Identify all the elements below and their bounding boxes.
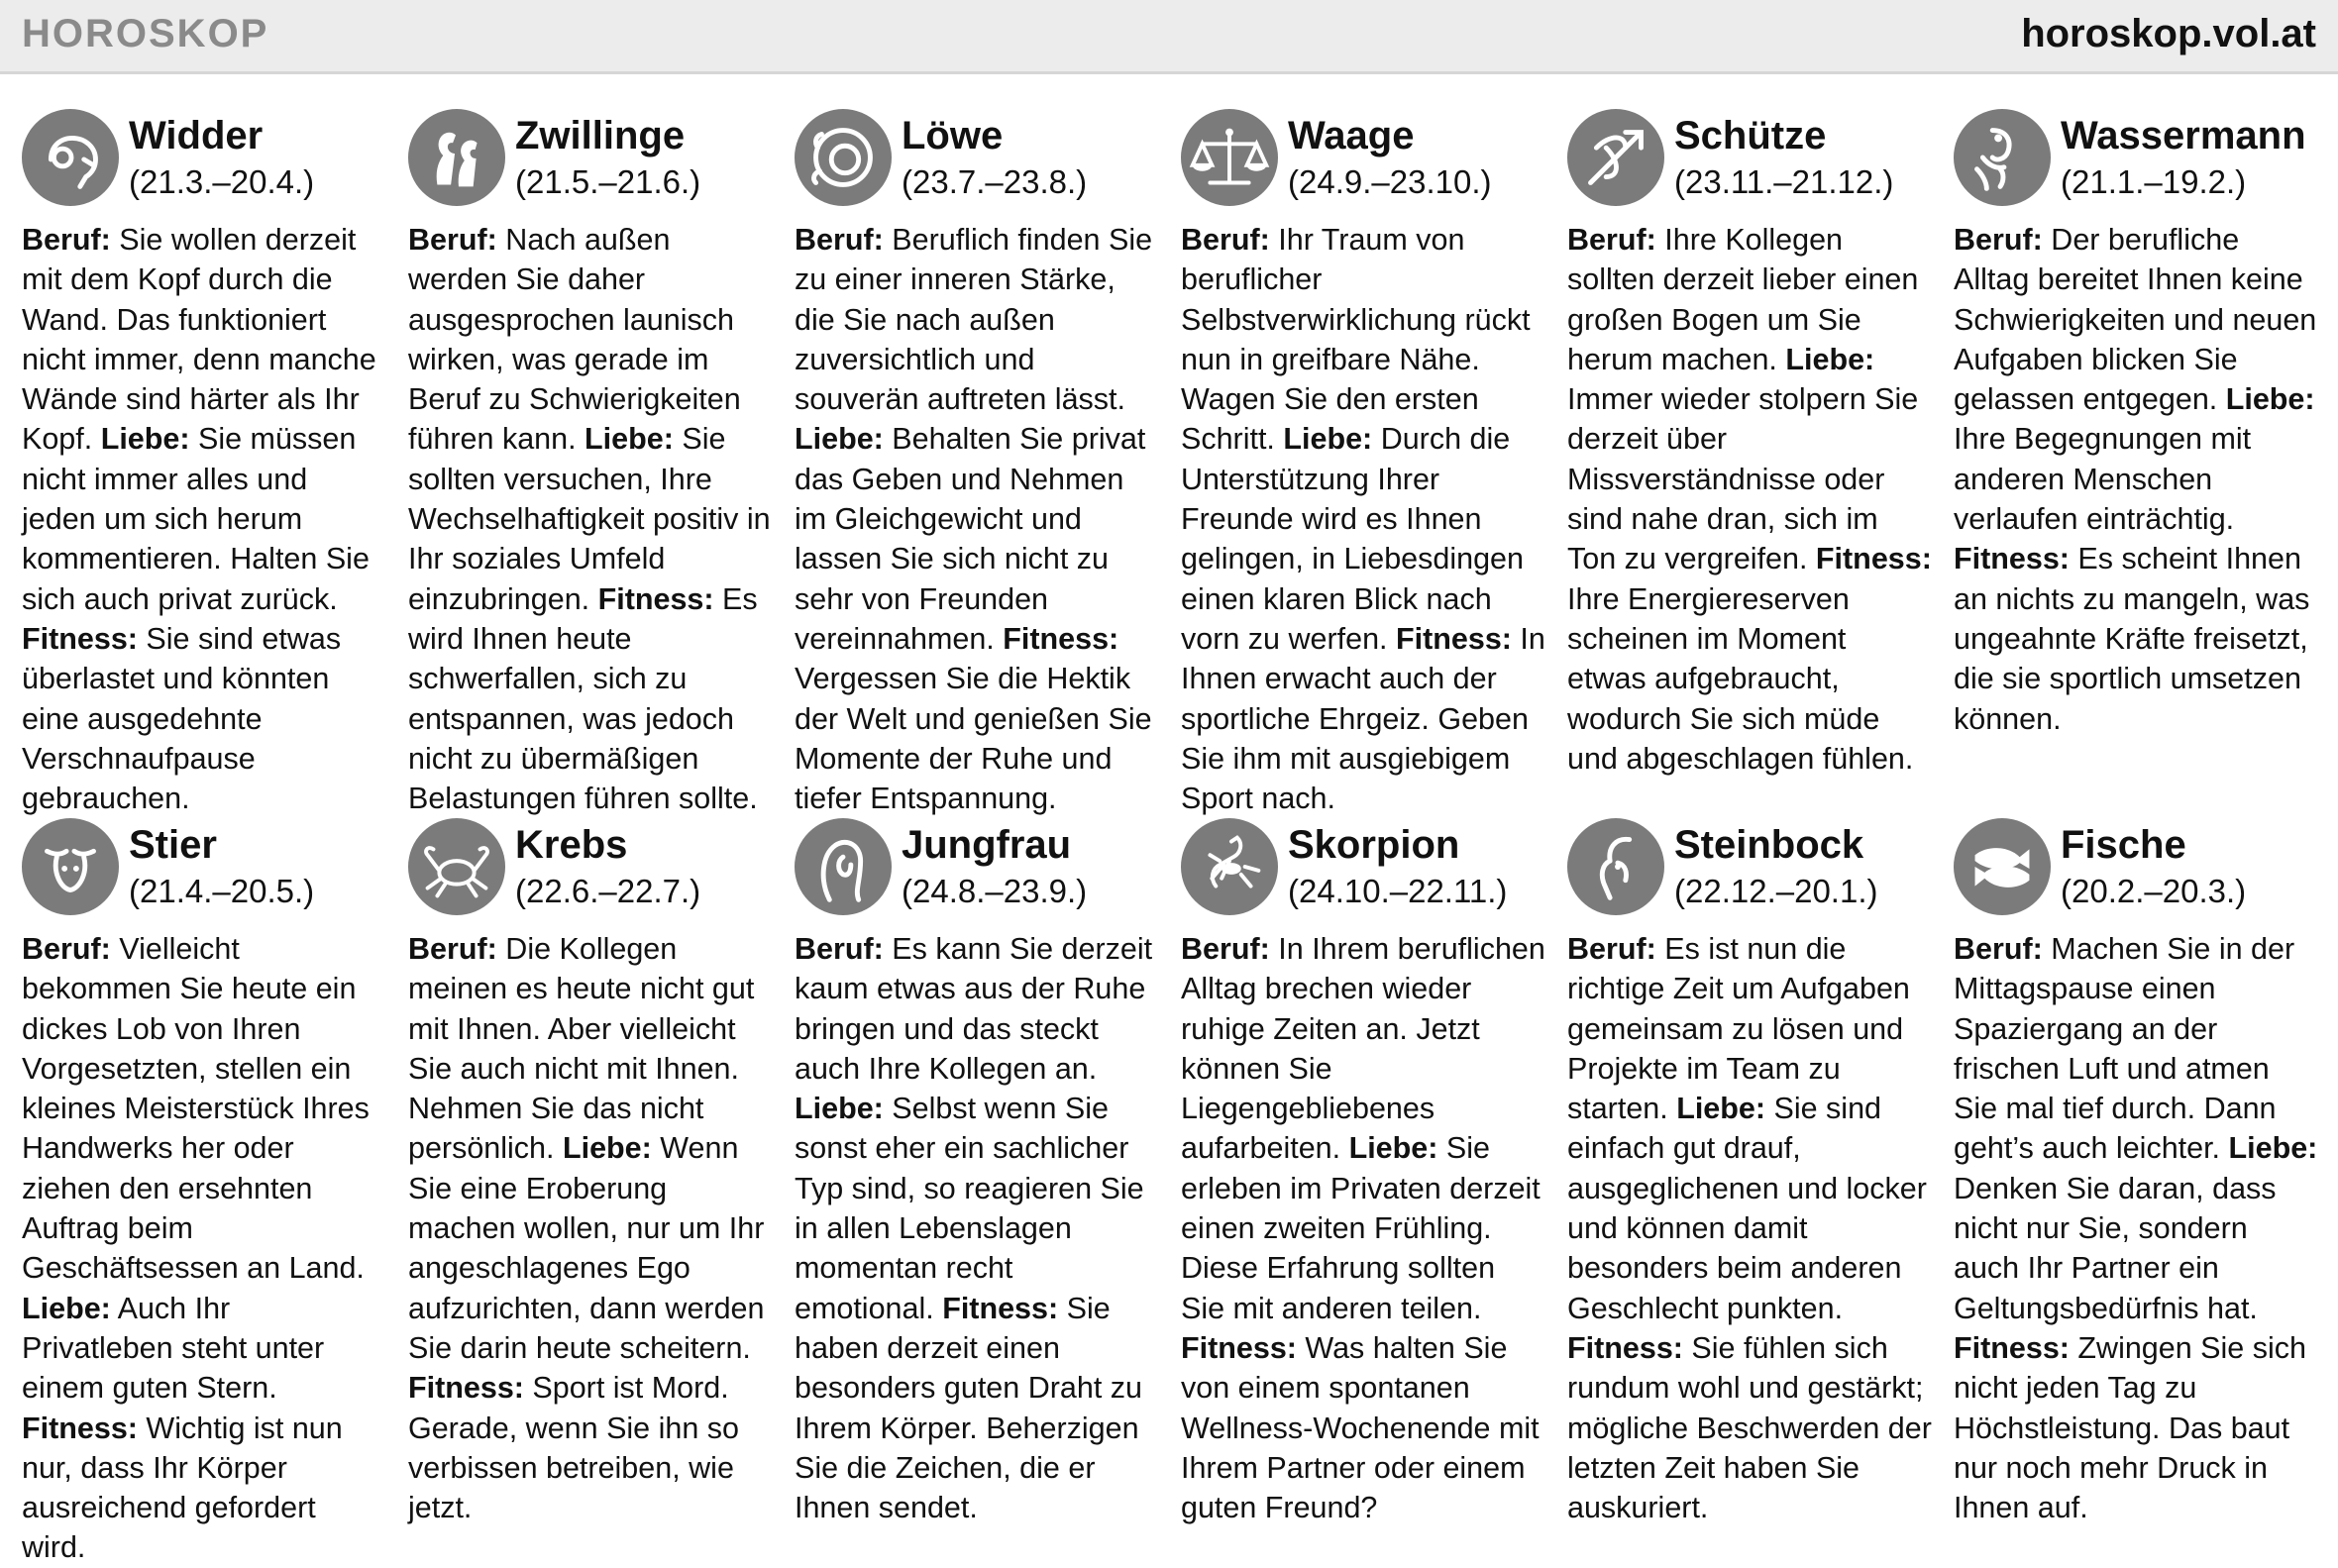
sign-stier	[22, 818, 386, 1565]
sign-fische	[1954, 818, 2318, 1525]
liebe-label: Liebe:	[2225, 382, 2315, 417]
liebe-label: Liebe:	[1676, 1092, 1766, 1126]
fitness-text: In Ihnen erwacht auch der sportliche Ehrgeiz. Geben Sie ihm mit ausgiebigem Sport nach.	[1181, 621, 1545, 816]
beruf-label: Beruf:	[22, 932, 111, 966]
beruf-text: Ihre Kollegen sollten derzeit lieber einen großen Bogen um Sie herum machen.	[1567, 223, 1919, 376]
fitness-label: Fitness:	[1954, 1330, 2070, 1365]
water-bearer-icon	[1954, 109, 2051, 206]
fitness-text: Sport ist Mord. Gerade, wenn Sie ihn so verbissen betreiben, wie jetzt.	[408, 1371, 740, 1525]
ibex-icon	[1567, 818, 1664, 915]
sign-name: Waage	[1288, 114, 1415, 157]
sign-name: Krebs	[515, 823, 628, 867]
liebe-text: Sie erleben im Privaten derzeit einen zweiten Frühling. Diese Erfahrung sollten Sie mit anderen teilen.	[1181, 1131, 1541, 1325]
twins-icon	[408, 109, 505, 206]
beruf-label: Beruf:	[795, 932, 884, 966]
sign-text	[22, 929, 386, 1568]
sign-dates: (20.2.–20.3.)	[2061, 873, 2247, 909]
sign-header	[22, 109, 386, 220]
fitness-label: Fitness:	[597, 581, 714, 616]
sign-name: Schütze	[1674, 114, 1827, 157]
horoscope-grid	[22, 109, 2320, 1565]
beruf-text: Es kann Sie derzeit kaum etwas aus der Ruhe bringen und das steckt auch Ihre Kollegen an.	[795, 932, 1153, 1086]
fitness-text: Was halten Sie von einem spontanen Wellness-Wochenende mit Ihrem Partner oder einem guten Freund?	[1181, 1330, 1540, 1525]
sign-header	[1954, 109, 2318, 220]
fitness-label: Fitness:	[1003, 621, 1119, 656]
sign-loewe	[795, 109, 1159, 818]
ram-icon	[22, 109, 119, 206]
beruf-label: Beruf:	[1954, 932, 2043, 966]
sign-dates: (21.5.–21.6.)	[515, 163, 701, 200]
sign-name: Widder	[129, 114, 264, 157]
sign-header	[1181, 109, 1545, 220]
sign-name: Zwillinge	[515, 114, 686, 157]
liebe-text: Durch die Unterstützung Ihrer Freunde wird es Ihnen gelingen, in Liebesdingen einen klaren Blick nach vorn zu werfen.	[1181, 422, 1524, 656]
beruf-text: Beruflich finden Sie zu einer inneren Stärke, die Sie nach außen zuversichtlich und souverän auftreten lässt.	[795, 223, 1153, 417]
sign-text	[795, 929, 1159, 1527]
fitness-label: Fitness:	[1396, 621, 1512, 656]
liebe-label: Liebe:	[100, 422, 190, 457]
sign-header	[22, 818, 386, 929]
beruf-text: Nach außen werden Sie daher ausgesprochen launisch wirken, was gerade im Beruf zu Schwierigkeiten führen kann.	[408, 223, 741, 457]
sign-skorpion	[1181, 818, 1545, 1525]
beruf-text: Sie wollen derzeit mit dem Kopf durch die Wand. Das funktioniert nicht immer, denn manche Wände sind härter als Ihr Kopf.	[22, 223, 376, 457]
sign-dates: (22.12.–20.1.)	[1674, 873, 1878, 909]
sign-krebs	[408, 818, 773, 1525]
section-title: HOROSKOP	[22, 12, 269, 55]
site-link[interactable]: horoskop.vol.at	[2021, 12, 2316, 55]
crab-icon	[408, 818, 505, 915]
sign-header	[795, 818, 1159, 929]
sign-header	[408, 818, 773, 929]
sign-dates: (24.8.–23.9.)	[902, 873, 1088, 909]
sign-text	[1181, 929, 1545, 1527]
header-bar	[0, 0, 2338, 74]
fitness-label: Fitness:	[1567, 1330, 1683, 1365]
fitness-label: Fitness:	[22, 1411, 138, 1445]
beruf-text: Die Kollegen meinen es heute nicht gut mit Ihnen. Aber vielleicht Sie auch nicht mit Ihnen. Nehmen Sie das nicht persönlich.	[408, 932, 755, 1166]
fitness-text: Es wird Ihnen heute schwerfallen, sich zu entspannen, was jedoch nicht zu übermäßigen Belastungen führen sollte.	[408, 581, 758, 816]
liebe-text: Denken Sie daran, dass nicht nur Sie, sondern auch Ihr Partner ein Geltungsbedürfnis hat.	[1954, 1171, 2277, 1325]
fitness-label: Fitness:	[22, 621, 138, 656]
sign-dates: (21.3.–20.4.)	[129, 163, 315, 200]
sign-jungfrau	[795, 818, 1159, 1525]
sign-dates: (21.4.–20.5.)	[129, 873, 315, 909]
fitness-text: Sie sind etwas überlastet und könnten eine ausgedehnte Verschnaufpause gebrauchen.	[22, 621, 342, 816]
liebe-text: Sie sollten versuchen, Ihre Wechselhaftigkeit positiv in Ihr soziales Umfeld einzubringen.	[408, 422, 771, 616]
liebe-text: Sie sind einfach gut drauf, ausgeglichenen und locker und können damit besonders beim anderen Geschlecht punkten.	[1567, 1092, 1927, 1325]
sign-name: Steinbock	[1674, 823, 1864, 867]
sign-text	[22, 220, 386, 818]
sign-header	[1567, 818, 1932, 929]
sign-dates: (23.7.–23.8.)	[902, 163, 1088, 200]
beruf-label: Beruf:	[1954, 223, 2043, 257]
sign-dates: (21.1.–19.2.)	[2061, 163, 2247, 200]
fitness-text: Sie haben derzeit einen besonders guten Draht zu Ihrem Körper. Beherzigen Sie die Zeichen, die er Ihnen sendet.	[795, 1291, 1142, 1525]
liebe-label: Liebe:	[1785, 342, 1875, 376]
fitness-label: Fitness:	[1954, 542, 2070, 576]
beruf-label: Beruf:	[1567, 223, 1656, 257]
fitness-text: Sie fühlen sich rundum wohl und gestärkt; mögliche Beschwerden der letzten Zeit haben Sie auskuriert.	[1567, 1330, 1932, 1525]
sign-text	[795, 220, 1159, 818]
sign-text	[1954, 220, 2318, 739]
sign-zwillinge	[408, 109, 773, 818]
liebe-label: Liebe:	[795, 422, 884, 457]
sign-header	[795, 109, 1159, 220]
liebe-label: Liebe:	[1283, 422, 1373, 457]
liebe-text: Ihre Begegnungen mit anderen Menschen verlaufen einträchtig.	[1954, 422, 2252, 537]
liebe-text: Behalten Sie privat das Geben und Nehmen im Gleichgewicht und lassen Sie sich nicht zu sehr von Freunden vereinnahmen.	[795, 422, 1146, 656]
sign-wassermann	[1954, 109, 2318, 818]
fitness-label: Fitness:	[408, 1371, 524, 1406]
sign-text	[1567, 929, 1932, 1527]
sign-text	[408, 929, 773, 1527]
liebe-text: Immer wieder stolpern Sie derzeit über Missverständnisse oder sind nahe dran, sich im Ton zu vergreifen.	[1567, 382, 1919, 576]
scales-icon	[1181, 109, 1278, 206]
beruf-text: Vielleicht bekommen Sie heute ein dickes Lob von Ihren Vorgesetzten, stellen ein kleines Meisterstück Ihres Handwerks her oder ziehen den ersehnten Auftrag beim Geschäftsessen an Land.	[22, 932, 370, 1286]
sign-header	[1181, 818, 1545, 929]
sign-dates: (24.9.–23.10.)	[1288, 163, 1492, 200]
liebe-text: Wenn Sie eine Eroberung machen wollen, nur um Ihr angeschlagenes Ego aufzurichten, dann werden Sie darin heute scheitern.	[408, 1131, 765, 1365]
beruf-text: In Ihrem beruflichen Alltag brechen wieder ruhige Zeiten an. Jetzt können Sie Liegengebliebenes aufarbeiten.	[1181, 932, 1545, 1166]
sign-header	[1954, 818, 2318, 929]
fitness-label: Fitness:	[1181, 1330, 1297, 1365]
sign-name: Skorpion	[1288, 823, 1460, 867]
archer-icon	[1567, 109, 1664, 206]
beruf-label: Beruf:	[795, 223, 884, 257]
liebe-label: Liebe:	[795, 1092, 884, 1126]
beruf-text: Der berufliche Alltag bereitet Ihnen keine Schwierigkeiten und neuen Aufgaben blicken Sie gelassen entgegen.	[1954, 223, 2317, 417]
liebe-text: Auch Ihr Privatleben steht unter einem guten Stern.	[22, 1291, 325, 1406]
beruf-text: Es ist nun die richtige Zeit um Aufgaben gemeinsam zu lösen und Projekte im Team zu starten.	[1567, 932, 1910, 1126]
sign-text	[1181, 220, 1545, 818]
fitness-label: Fitness:	[1815, 542, 1932, 576]
sign-name: Fische	[2061, 823, 2186, 867]
sign-widder	[22, 109, 386, 818]
beruf-label: Beruf:	[22, 223, 111, 257]
fitness-text: Vergessen Sie die Hektik der Welt und genießen Sie Momente der Ruhe und tiefer Entspannung.	[795, 662, 1152, 816]
sign-text	[1954, 929, 2318, 1527]
liebe-label: Liebe:	[1348, 1131, 1438, 1166]
virgin-icon	[795, 818, 892, 915]
sign-dates: (22.6.–22.7.)	[515, 873, 701, 909]
liebe-label: Liebe:	[22, 1291, 111, 1325]
lion-icon	[795, 109, 892, 206]
liebe-label: Liebe:	[584, 422, 674, 457]
liebe-label: Liebe:	[562, 1131, 652, 1166]
beruf-label: Beruf:	[408, 223, 497, 257]
fitness-text: Wichtig ist nun nur, dass Ihr Körper ausreichend gefordert wird.	[22, 1411, 343, 1565]
sign-dates: (24.10.–22.11.)	[1288, 873, 1508, 909]
sign-schuetze	[1567, 109, 1932, 818]
sign-text	[408, 220, 773, 818]
liebe-label: Liebe:	[2228, 1131, 2318, 1166]
sign-header	[408, 109, 773, 220]
fitness-text: Es scheint Ihnen an nichts zu mangeln, was ungeahnte Kräfte freisetzt, die sie sportlich umsetzen können.	[1954, 542, 2310, 736]
sign-dates: (23.11.–21.12.)	[1674, 163, 1894, 200]
liebe-text: Sie müssen nicht immer alles und jeden um sich herum kommentieren. Halten Sie sich auch privat zurück.	[22, 422, 370, 616]
liebe-text: Selbst wenn Sie sonst eher ein sachlicher Typ sind, so reagieren Sie in allen Lebenslagen momentan recht emotional.	[795, 1092, 1144, 1325]
bull-icon	[22, 818, 119, 915]
fitness-label: Fitness:	[942, 1291, 1059, 1325]
beruf-label: Beruf:	[1181, 932, 1270, 966]
sign-name: Stier	[129, 823, 217, 867]
sign-steinbock	[1567, 818, 1932, 1525]
beruf-text: Ihr Traum von beruflicher Selbstverwirklichung rückt nun in greifbare Nähe. Wagen Sie den ersten Schritt.	[1181, 223, 1531, 457]
sign-waage	[1181, 109, 1545, 818]
beruf-label: Beruf:	[1567, 932, 1656, 966]
sign-header	[1567, 109, 1932, 220]
sign-name: Wassermann	[2061, 114, 2306, 157]
beruf-text: Machen Sie in der Mittagspause einen Spaziergang an der frischen Luft und atmen Sie mal tief durch. Dann geht’s auch leichter.	[1954, 932, 2295, 1166]
fitness-text: Ihre Energiereserven scheinen im Moment etwas aufgebraucht, wodurch Sie sich müde und abgeschlagen fühlen.	[1567, 581, 1914, 776]
fish-icon	[1954, 818, 2051, 915]
beruf-label: Beruf:	[408, 932, 497, 966]
fitness-text: Zwingen Sie sich nicht jeden Tag zu Höchstleistung. Das baut nur noch mehr Druck in Ihnen auf.	[1954, 1330, 2306, 1525]
scorpion-icon	[1181, 818, 1278, 915]
sign-text	[1567, 220, 1932, 779]
sign-name: Löwe	[902, 114, 1004, 157]
beruf-label: Beruf:	[1181, 223, 1270, 257]
sign-name: Jungfrau	[902, 823, 1072, 867]
